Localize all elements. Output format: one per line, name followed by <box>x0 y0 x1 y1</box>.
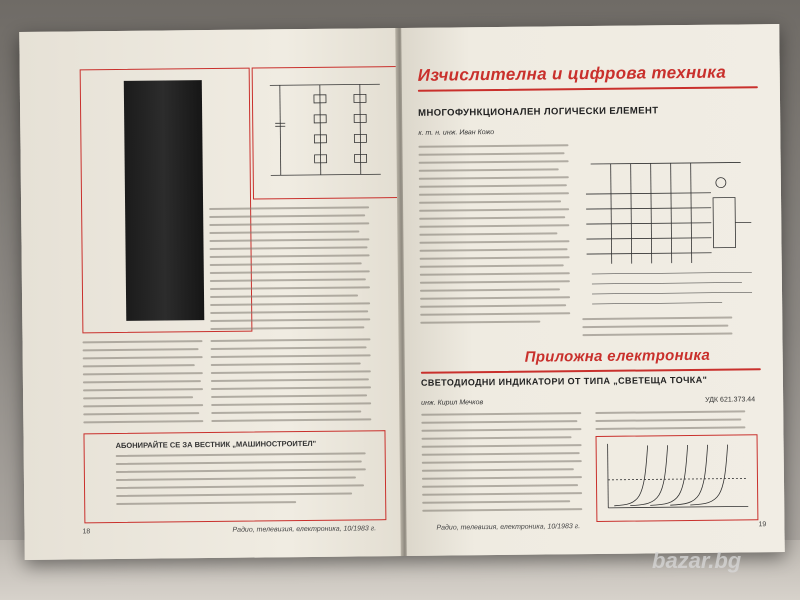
article-author-1: к. т. н. инж. Иван Кожо <box>418 129 495 137</box>
logic-element-schematic <box>580 142 762 314</box>
right-page-number: 19 <box>758 521 767 529</box>
speaker-column-photo <box>124 80 205 321</box>
section-heading-computing: Изчислителна и цифрова техника <box>417 62 727 85</box>
right-page <box>401 24 785 556</box>
article-title-logic-element: МНОГОФУНКЦИОНАЛЕН ЛОГИЧЕСКИ ЕЛЕМЕНТ <box>418 105 659 119</box>
section2-heading-rule <box>421 368 761 374</box>
led-characteristic-graph <box>600 438 753 516</box>
right-page-footer: Радио, телевизия, електроника, 10/1983 г. <box>436 523 581 532</box>
section-heading-applied: Приложна електроника <box>524 346 711 366</box>
subscription-notice-title: АБОНИРАЙТЕ СЕ ЗА ВЕСТНИК „МАШИНОСТРОИТЕЛ" <box>115 438 317 451</box>
udk-code: УДК 621.373.44 <box>705 396 756 404</box>
article-author-2: инж. Кирил Мечков <box>421 399 484 407</box>
left-page-number: 18 <box>82 528 91 536</box>
left-page <box>19 28 403 560</box>
open-magazine <box>19 24 784 560</box>
section-heading-rule <box>418 86 758 92</box>
article-title-led-indicators: СВЕТОДИОДНИ ИНДИКАТОРИ ОТ ТИПА „СВЕТЕЩА ТОЧКА" <box>420 374 708 388</box>
crossover-schematic <box>260 74 391 187</box>
left-page-footer: Радио, телевизия, електроника, 10/1983 г. <box>232 525 377 534</box>
watermark-logo: bazar.bg <box>652 548 742 573</box>
